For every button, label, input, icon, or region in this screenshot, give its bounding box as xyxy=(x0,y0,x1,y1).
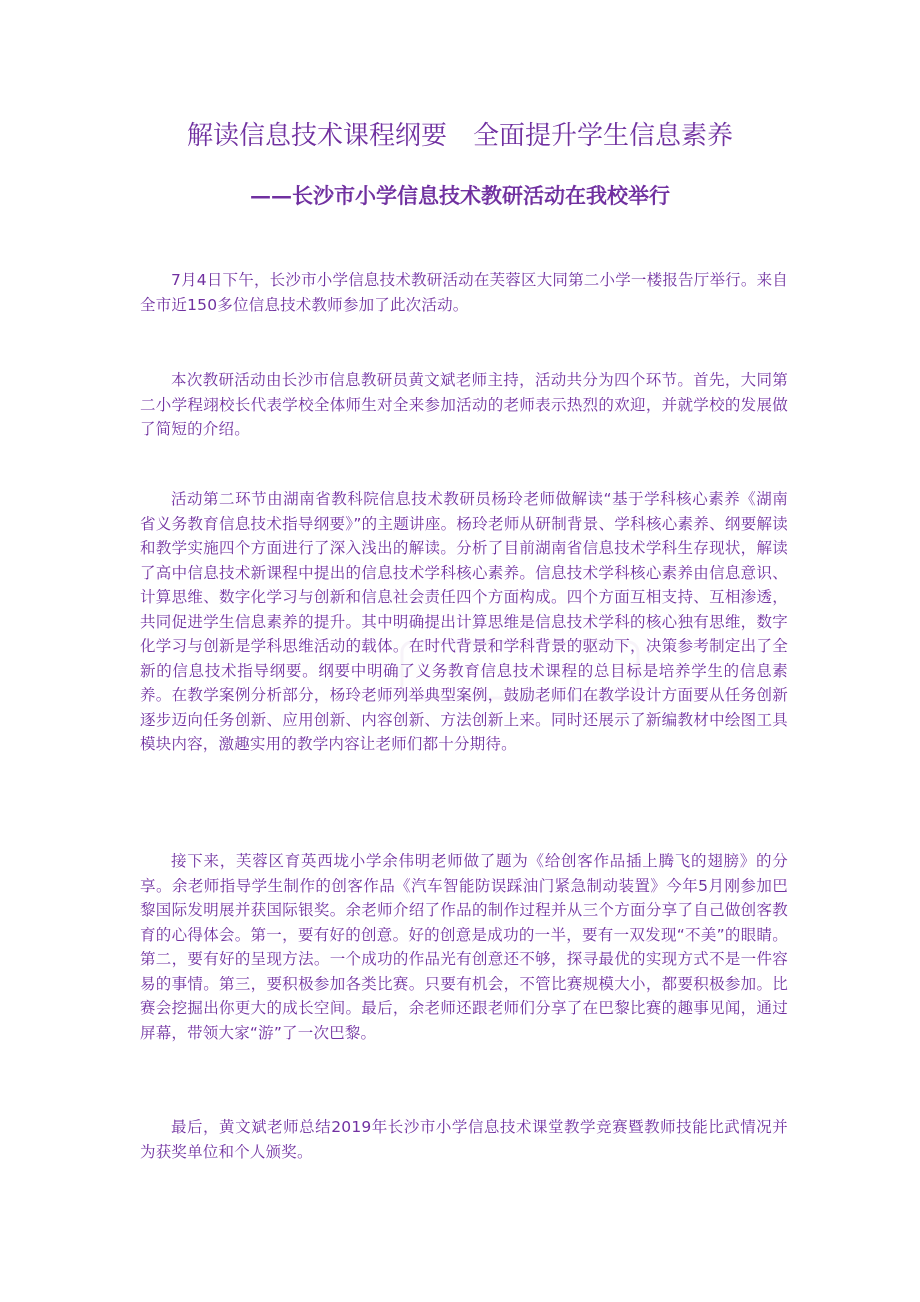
document-subtitle: ——长沙市小学信息技术教研活动在我校举行 xyxy=(250,183,670,208)
document-title: 解读信息技术课程纲要 全面提升学生信息素养 xyxy=(186,121,733,151)
paragraph-intro: 7月4日下午，长沙市小学信息技术教研活动在芙蓉区大同第二小学一楼报告厅举行。来自全市近150多位信息技术教师参加了此次活动。 xyxy=(140,271,788,314)
paragraph-closing: 最后，黄文斌老师总结2019年长沙市小学信息技术课堂教学竞赛暨教师技能比武情况并为获奖单位和个人颁奖。 xyxy=(140,1118,788,1161)
paragraph-opening: 本次教研活动由长沙市信息教研员黄文斌老师主持，活动共分为四个环节。首先，大同第二小学程翊校长代表学校全体师生对全来参加活动的老师表示热烈的欢迎，并就学校的发展做了简短的介绍。 xyxy=(140,371,788,438)
paragraph-lecture: 活动第二环节由湖南省教科院信息技术教研员杨玲老师做解读“基于学科核心素养《湖南省义务教育信息技术指导纲要》”的主题讲座。杨玲老师从研制背景、学科核心素养、纲要解读和教学实施四个方面进行了深入浅出的解读。分析了目前湖南省信息技术学科生存现状，解读了高中信息技术新课程中提出的信息技术学科核心素养。信息技术学科核心素养由信息意识、计算思维、数字化学习与创新和信息社会责任四个方面构成。四个方面互相支持、互相渗透，共同促进学生信息素养的提升。其中明确提出计算思维是信息技术学科的核心独有思维，数字化学习与创新是学科思维活动的载体。在时代背景和学科背景的驱动下，决策参考制定出了全新的信息技术指导纲要。纲要中明确了义务教育信息技术课程的总目标是培养学生的信息素养。在教学案例分析部分，杨玲老师列举典型案例，鼓励老师们在教学设计方面要从任务创新逐步迈向任务创新、应用创新、内容创新、方法创新上来。同时还展示了新编教材中绘图工具模块内容，激趣实用的教学内容让老师们都十分期待。 xyxy=(140,490,788,753)
paragraph-sharing: 接下来，芙蓉区育英西垅小学余伟明老师做了题为《给创客作品插上腾飞的翅膀》的分享。余老师指导学生制作的创客作品《汽车智能防误踩油门紧急制动装置》今年5月刚参加巴黎国际发明展并获国际银奖。余老师介绍了作品的制作过程并从三个方面分享了自己做创客教育的心得体会。第一，要有好的创意。好的创意是成功的一半，要有一双发现“不美”的眼睛。第二，要有好的呈现方法。一个成功的作品光有创意还不够，探寻最优的实现方式不是一件容易的事情。第三，要积极参加各类比赛。只要有机会，不管比赛规模大小，都要积极参加。比赛会挖掘出你更大的成长空间。最后，余老师还跟老师们分享了在巴黎比赛的趣事见闻，通过屏幕，带领大家“游”了一次巴黎。 xyxy=(140,852,788,1042)
